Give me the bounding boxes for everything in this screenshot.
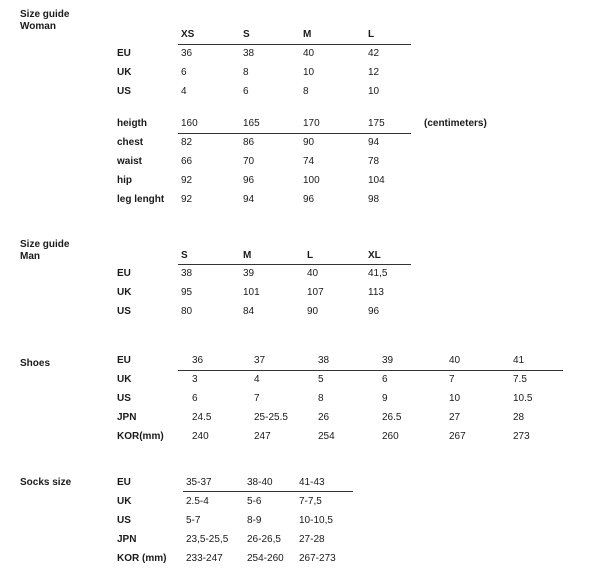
shoes-size-header: 41 [513,355,525,366]
man-size-header: S [181,250,188,261]
unit-note: (centimeters) [424,118,487,129]
woman-measure-cell: 70 [243,156,255,167]
man-cell: 90 [307,306,319,317]
woman-row-label: EU [117,48,131,59]
man-title-line1: Size guide [20,239,70,250]
socks-cell: 26-26,5 [247,534,281,545]
shoes-size-header: 36 [192,355,204,366]
shoes-cell: 26.5 [382,412,402,423]
socks-cell: 254-260 [247,553,284,564]
woman-cell: 42 [368,48,380,59]
shoes-cell: 27 [449,412,461,423]
woman-cell: 6 [181,67,187,78]
shoes-cell: 25-25.5 [254,412,288,423]
shoes-row-label: KOR(mm) [117,431,164,442]
socks-cell: 10-10,5 [299,515,333,526]
socks-size-header: 35-37 [186,477,212,488]
woman-title-line1: Size guide [20,9,70,20]
woman-measure-label: waist [117,156,143,167]
socks-cell: 233-247 [186,553,223,564]
man-size-header: L [307,250,314,261]
woman-measure-cell: 96 [243,175,255,186]
woman-measure-cell: 92 [181,194,193,205]
woman-title-line2: Woman [20,21,56,32]
man-cell: 113 [368,287,384,298]
woman-row-label: US [117,86,131,97]
shoes-cell: 6 [382,374,388,385]
man-size-header: M [243,250,252,261]
woman-cell: 8 [303,86,309,97]
woman-cell: 8 [243,67,249,78]
shoes-row-label: UK [117,374,132,385]
woman-size-header: L [368,29,375,40]
woman-measure-cell: 86 [243,137,255,148]
shoes-cell: 240 [192,431,209,442]
woman-cell: 4 [181,86,187,97]
woman-size-header: S [243,29,250,40]
socks-size-header: 41-43 [299,477,325,488]
woman-measure-cell: 78 [368,156,380,167]
man-row-label: UK [117,287,132,298]
shoes-cell: 4 [254,374,260,385]
woman-measure-label: hip [117,175,132,186]
socks-header-label: EU [117,477,131,488]
shoes-row-label: US [117,393,131,404]
man-cell: 107 [307,287,324,298]
shoes-cell: 5 [318,374,324,385]
shoes-size-header: 38 [318,355,330,366]
woman-measure-cell: 175 [368,118,385,129]
man-header-divider [178,264,411,265]
shoes-cell: 7 [254,393,260,404]
socks-row-label: US [117,515,131,526]
socks-row-label: UK [117,496,132,507]
man-cell: 40 [307,268,319,279]
socks-cell: 27-28 [299,534,325,545]
shoes-cell: 10 [449,393,461,404]
man-row-label: EU [117,268,131,279]
socks-cell: 23,5-25,5 [186,534,229,545]
shoes-size-header: 37 [254,355,266,366]
socks-cell: 8-9 [247,515,262,526]
socks-cell: 267-273 [299,553,336,564]
socks-title: Socks size [20,477,72,488]
woman-cell: 38 [243,48,255,59]
woman-measure-cell: 82 [181,137,193,148]
woman-measure-label: leg lenght [117,194,165,205]
man-cell: 95 [181,287,193,298]
shoes-cell: 26 [318,412,330,423]
man-cell: 39 [243,268,255,279]
man-cell: 41,5 [368,268,388,279]
shoes-size-header: 39 [382,355,394,366]
woman-measure-cell: 165 [243,118,260,129]
woman-cell: 12 [368,67,380,78]
man-cell: 101 [243,287,260,298]
shoes-cell: 267 [449,431,466,442]
woman-cell: 10 [368,86,380,97]
woman-cell: 40 [303,48,315,59]
shoes-cell: 273 [513,431,530,442]
man-cell: 38 [181,268,193,279]
woman-measure-cell: 92 [181,175,193,186]
socks-cell: 5-6 [247,496,262,507]
woman-cell: 36 [181,48,193,59]
shoes-cell: 10.5 [513,393,533,404]
shoes-cell: 254 [318,431,335,442]
shoes-cell: 260 [382,431,399,442]
woman-measure-cell: 94 [368,137,380,148]
woman-measure-cell: 170 [303,118,320,129]
shoes-cell: 6 [192,393,198,404]
woman-row-label: UK [117,67,132,78]
woman-size-header: XS [181,29,195,40]
shoes-cell: 7 [449,374,455,385]
shoes-cell: 7.5 [513,374,527,385]
woman-header-divider [178,44,411,45]
shoes-row-label: JPN [117,412,137,423]
woman-measure-cell: 94 [243,194,255,205]
shoes-cell: 24.5 [192,412,212,423]
man-cell: 80 [181,306,193,317]
woman-measure-cell: 100 [303,175,320,186]
socks-row-label: KOR (mm) [117,553,167,564]
woman-measure-cell: 160 [181,118,198,129]
woman-measure-cell: 104 [368,175,385,186]
shoes-cell: 28 [513,412,525,423]
socks-size-header: 38-40 [247,477,273,488]
woman-cell: 10 [303,67,315,78]
woman-measure-cell: 98 [368,194,380,205]
woman-measure-label: chest [117,137,144,148]
man-cell: 96 [368,306,380,317]
woman-size-header: M [303,29,312,40]
woman-cell: 6 [243,86,249,97]
socks-cell: 5-7 [186,515,201,526]
shoes-cell: 247 [254,431,271,442]
shoes-header-label: EU [117,355,131,366]
socks-header-divider [183,491,353,492]
woman-measure-cell: 74 [303,156,315,167]
woman-measure-divider [178,133,411,134]
woman-measure-cell: 66 [181,156,193,167]
woman-measure-cell: 90 [303,137,315,148]
shoes-cell: 9 [382,393,388,404]
woman-measure-label: heigth [117,118,147,129]
socks-cell: 7-7,5 [299,496,322,507]
socks-row-label: JPN [117,534,137,545]
man-size-header: XL [368,250,381,261]
socks-cell: 2.5-4 [186,496,209,507]
woman-measure-cell: 96 [303,194,315,205]
shoes-size-header: 40 [449,355,461,366]
man-row-label: US [117,306,131,317]
man-title-line2: Man [20,251,40,262]
shoes-cell: 8 [318,393,324,404]
shoes-title: Shoes [20,358,51,369]
shoes-cell: 3 [192,374,198,385]
shoes-header-divider [178,370,563,371]
man-cell: 84 [243,306,255,317]
